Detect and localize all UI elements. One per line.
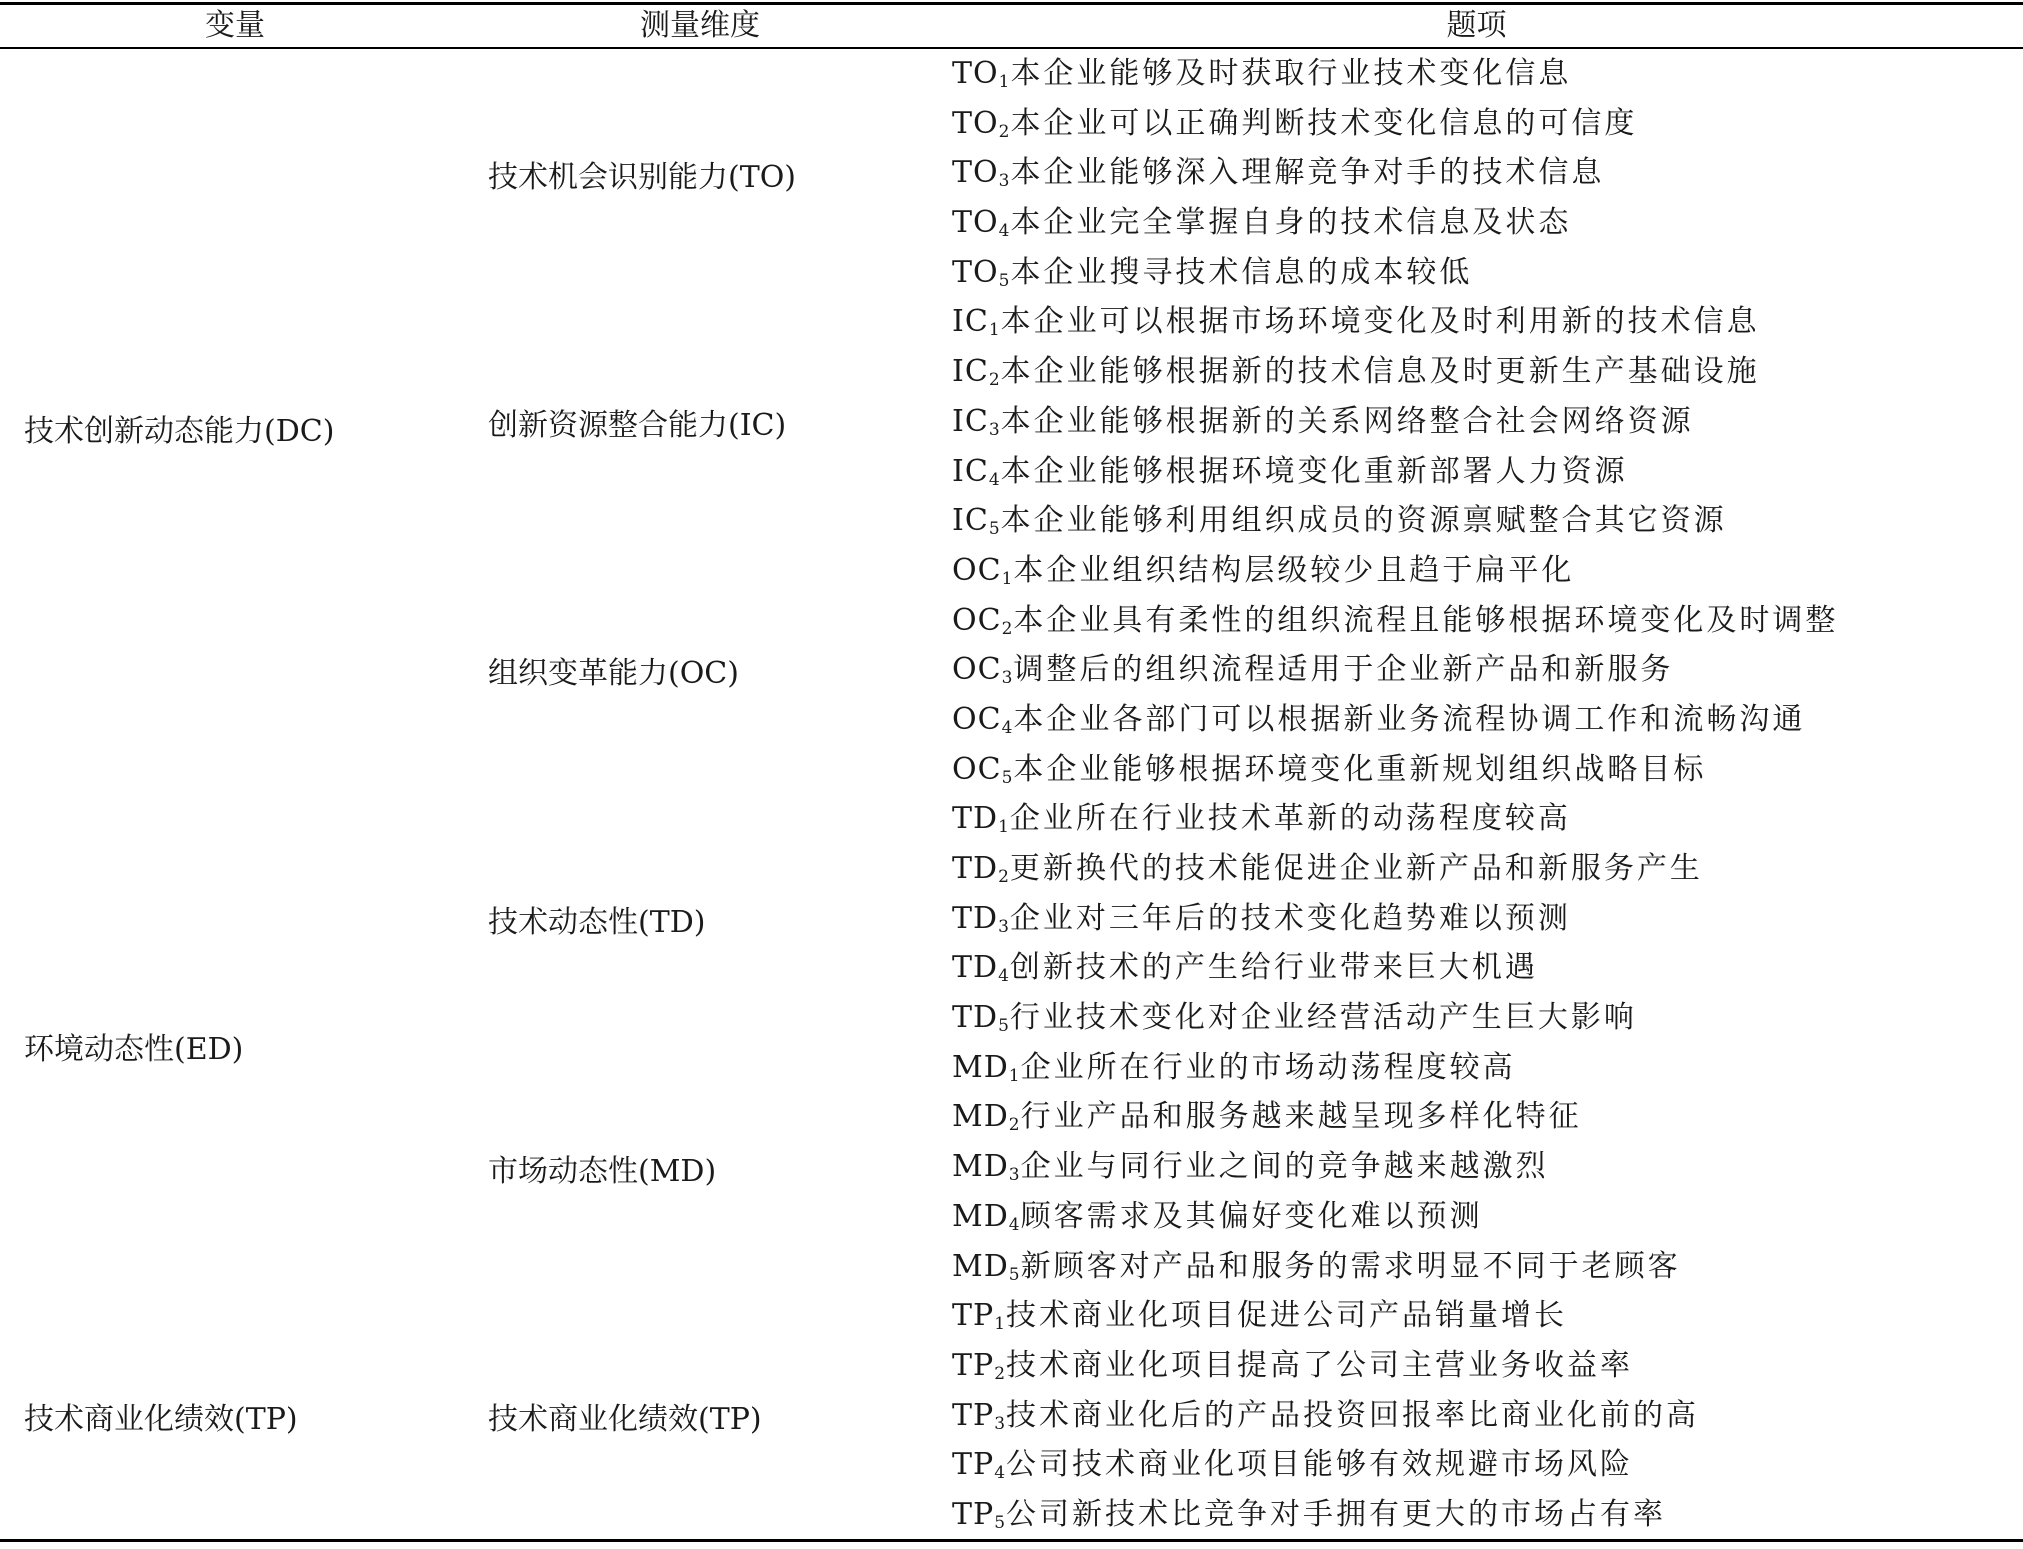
item-code — [952, 1000, 1010, 1035]
item-code-number: 3 — [1001, 668, 1014, 689]
item-code — [952, 1099, 1021, 1134]
item-code-number: 5 — [998, 270, 1011, 291]
item-code-number: 2 — [1008, 1115, 1021, 1136]
item-text: 更新换代的技术能促进企业新产品和新服务产生 — [1009, 851, 1703, 886]
item-code-number: 3 — [988, 419, 1001, 440]
item-code-letters: IC — [952, 453, 989, 489]
table-row — [952, 546, 2023, 596]
item-code — [952, 503, 1001, 538]
item-code-letters: IC — [952, 304, 989, 340]
item-text: 技术商业化项目提高了公司主营业务收益率 — [1006, 1347, 1634, 1383]
table-row — [952, 596, 2023, 646]
table-row — [952, 1391, 2023, 1441]
item-text: 本企业各部门可以根据新业务流程协调工作和流畅沟通 — [1013, 701, 1806, 737]
item-code — [952, 304, 1001, 339]
item-text: 创新技术的产生给行业带来巨大机遇 — [1009, 950, 1538, 986]
item-code-number: 2 — [994, 1363, 1007, 1384]
item-code-letters: TO — [952, 205, 999, 241]
table-row — [952, 447, 2023, 497]
dimension-tp: 技术商业化绩效(TP) — [488, 1402, 762, 1437]
item-text: 本企业具有柔性的组织流程且能够根据环境变化及时调整 — [1013, 602, 1839, 638]
table-row — [952, 1192, 2023, 1242]
item-code-number: 4 — [1001, 717, 1014, 738]
item-text: 本企业能够及时获取行业技术变化信息 — [1010, 56, 1572, 91]
table-row — [952, 198, 2023, 248]
table-row — [952, 1142, 2023, 1192]
item-code-letters: TD — [952, 950, 999, 986]
item-code-letters: MD — [952, 1198, 1009, 1234]
item-code-letters: TP — [952, 1447, 995, 1483]
item-code-letters: OC — [952, 751, 1002, 787]
item-code-letters: TO — [952, 254, 999, 290]
item-code-letters: TO — [952, 155, 999, 191]
item-code — [952, 801, 1010, 836]
item-code-letters: MD — [952, 1099, 1009, 1135]
item-code — [952, 1199, 1021, 1234]
item-list — [952, 49, 2023, 1540]
item-code-number: 3 — [998, 916, 1010, 937]
item-text: 企业所在行业的市场动荡程度较高 — [1020, 1049, 1516, 1085]
item-text: 行业产品和服务越来越呈现多样化特征 — [1020, 1099, 1582, 1135]
table-row — [952, 695, 2023, 745]
table-row — [952, 99, 2023, 149]
item-code — [952, 1249, 1021, 1284]
variable-tp: 技术商业化绩效(TP) — [24, 1402, 298, 1437]
item-code — [952, 205, 1010, 240]
item-code — [952, 851, 1010, 886]
table-row — [952, 1242, 2023, 1292]
table-row — [952, 148, 2023, 198]
item-code-number: 4 — [998, 966, 1010, 987]
item-code-number: 4 — [988, 469, 1001, 490]
item-code-number: 4 — [998, 221, 1011, 242]
item-code-number: 1 — [1008, 1065, 1021, 1086]
item-code — [952, 1149, 1021, 1184]
item-code-letters: TO — [952, 105, 999, 141]
item-code — [952, 255, 1010, 290]
item-code-letters: TP — [952, 1347, 995, 1383]
item-code-letters: MD — [952, 1049, 1009, 1085]
table-row — [952, 1043, 2023, 1093]
item-code-number: 4 — [1008, 1214, 1021, 1235]
item-code-number: 5 — [1008, 1264, 1021, 1285]
item-text: 企业与同行业之间的竞争越来越激烈 — [1020, 1149, 1549, 1185]
table-row — [952, 1490, 2023, 1540]
table-row — [952, 993, 2023, 1043]
item-code-letters: TP — [952, 1496, 995, 1532]
item-code-number: 2 — [998, 121, 1011, 142]
item-code — [952, 454, 1001, 489]
dimension-md: 市场动态性(MD) — [488, 1154, 717, 1189]
item-text: 行业技术变化对企业经营活动产生巨大影响 — [1009, 1000, 1637, 1036]
header-variable: 变量 — [205, 8, 265, 43]
item-code — [952, 1298, 1006, 1333]
item-text: 调整后的组织流程适用于企业新产品和新服务 — [1013, 652, 1674, 688]
item-code-letters: MD — [952, 1149, 1009, 1185]
item-code-letters: OC — [952, 701, 1002, 737]
item-code — [952, 1348, 1006, 1383]
item-text: 本企业能够深入理解竞争对手的技术信息 — [1010, 155, 1605, 191]
item-code-number: 3 — [994, 1413, 1007, 1434]
item-text: 本企业能够根据新的技术信息及时更新生产基础设施 — [1000, 354, 1760, 390]
item-code — [952, 603, 1013, 638]
dimension-ic: 创新资源整合能力(IC) — [488, 408, 787, 443]
item-code-number: 3 — [1008, 1165, 1021, 1186]
table-row — [952, 645, 2023, 695]
item-code — [952, 106, 1010, 141]
header-dimension: 测量维度 — [640, 8, 760, 43]
table-row — [952, 943, 2023, 993]
item-code-number: 1 — [998, 72, 1011, 92]
item-code-number: 1 — [1001, 568, 1014, 589]
table-row — [952, 1092, 2023, 1142]
item-code-letters: TD — [952, 1000, 999, 1036]
item-code — [952, 56, 1010, 91]
item-code-number: 5 — [998, 1016, 1010, 1037]
item-code-letters: OC — [952, 552, 1002, 588]
item-code-letters: TD — [952, 851, 999, 886]
item-code-number: 5 — [994, 1512, 1007, 1533]
table-row — [952, 1291, 2023, 1341]
item-code — [952, 950, 1010, 985]
dimension-oc: 组织变革能力(OC) — [488, 656, 739, 691]
item-code — [952, 354, 1001, 389]
item-text: 本企业能够根据环境变化重新规划组织战略目标 — [1013, 751, 1707, 787]
variable-ed: 环境动态性(ED) — [24, 1032, 244, 1067]
item-code-number: 1 — [998, 817, 1010, 838]
item-code-letters: OC — [952, 602, 1002, 638]
item-code-number: 3 — [998, 171, 1011, 192]
item-text: 本企业搜寻技术信息的成本较低 — [1010, 254, 1473, 290]
dimension-to: 技术机会识别能力(TO) — [488, 160, 797, 195]
variable-dc: 技术创新动态能力(DC) — [24, 414, 335, 449]
item-text: 新顾客对产品和服务的需求明显不同于老顾客 — [1020, 1248, 1681, 1284]
table-row — [952, 496, 2023, 546]
item-code-number: 4 — [994, 1463, 1007, 1484]
item-text: 本企业可以正确判断技术变化信息的可信度 — [1010, 105, 1638, 141]
table-row — [952, 794, 2023, 844]
item-code-letters: IC — [952, 354, 989, 390]
table-row — [952, 297, 2023, 347]
item-text: 公司新技术比竞争对手拥有更大的市场占有率 — [1006, 1496, 1667, 1532]
item-code — [952, 1497, 1006, 1532]
item-text: 企业对三年后的技术变化趋势难以预测 — [1009, 900, 1571, 936]
item-text: 技术商业化项目促进公司产品销量增长 — [1006, 1298, 1568, 1334]
item-code — [952, 553, 1013, 588]
item-code — [952, 652, 1013, 687]
item-text: 顾客需求及其偏好变化难以预测 — [1020, 1198, 1483, 1234]
item-code — [952, 702, 1013, 737]
item-text: 本企业能够利用组织成员的资源禀赋整合其它资源 — [1000, 503, 1727, 539]
item-code-number: 2 — [988, 370, 1001, 391]
table-row — [952, 745, 2023, 795]
item-code — [952, 901, 1010, 936]
item-code-number: 5 — [1001, 767, 1014, 788]
item-code-number: 2 — [1001, 618, 1014, 639]
table-row — [952, 1440, 2023, 1490]
item-code — [952, 404, 1001, 439]
item-code — [952, 1050, 1021, 1085]
table-row — [952, 844, 2023, 894]
item-code-letters: TO — [952, 56, 999, 91]
item-text: 技术商业化后的产品投资回报率比商业化前的高 — [1006, 1397, 1700, 1433]
item-code-letters: IC — [952, 403, 989, 439]
item-text: 企业所在行业技术革新的动荡程度较高 — [1009, 801, 1571, 837]
header-item: 题项 — [1446, 8, 1507, 43]
table-row — [952, 894, 2023, 944]
item-code — [952, 1447, 1006, 1482]
table-row — [952, 49, 2023, 99]
item-code-number: 1 — [988, 320, 1001, 341]
item-text: 本企业能够根据环境变化重新部署人力资源 — [1000, 453, 1628, 489]
table-row — [952, 248, 2023, 298]
item-code-letters: TD — [952, 900, 999, 936]
item-text: 本企业完全掌握自身的技术信息及状态 — [1010, 205, 1572, 241]
item-code-letters: TP — [952, 1397, 995, 1433]
item-code-letters: TP — [952, 1298, 995, 1334]
item-code-letters: IC — [952, 503, 989, 539]
item-text: 本企业组织结构层级较少且趋于扁平化 — [1013, 552, 1575, 588]
item-text: 本企业可以根据市场环境变化及时利用新的技术信息 — [1000, 304, 1760, 340]
item-code-number: 5 — [988, 519, 1001, 540]
table-row — [952, 347, 2023, 397]
dimension-td: 技术动态性(TD) — [488, 905, 706, 940]
item-code-number: 2 — [998, 867, 1010, 887]
item-text: 本企业能够根据新的关系网络整合社会网络资源 — [1000, 403, 1694, 439]
item-code-number: 1 — [994, 1314, 1007, 1335]
item-code-letters: MD — [952, 1248, 1009, 1284]
table-bottom-rule — [0, 1539, 2023, 1542]
table-row — [952, 397, 2023, 447]
table-row — [952, 1341, 2023, 1391]
item-code — [952, 155, 1010, 190]
item-text: 公司技术商业化项目能够有效规避市场风险 — [1006, 1447, 1634, 1483]
item-code-letters: TD — [952, 801, 999, 837]
item-code — [952, 752, 1013, 787]
item-code-letters: OC — [952, 652, 1002, 688]
item-code — [952, 1398, 1006, 1433]
